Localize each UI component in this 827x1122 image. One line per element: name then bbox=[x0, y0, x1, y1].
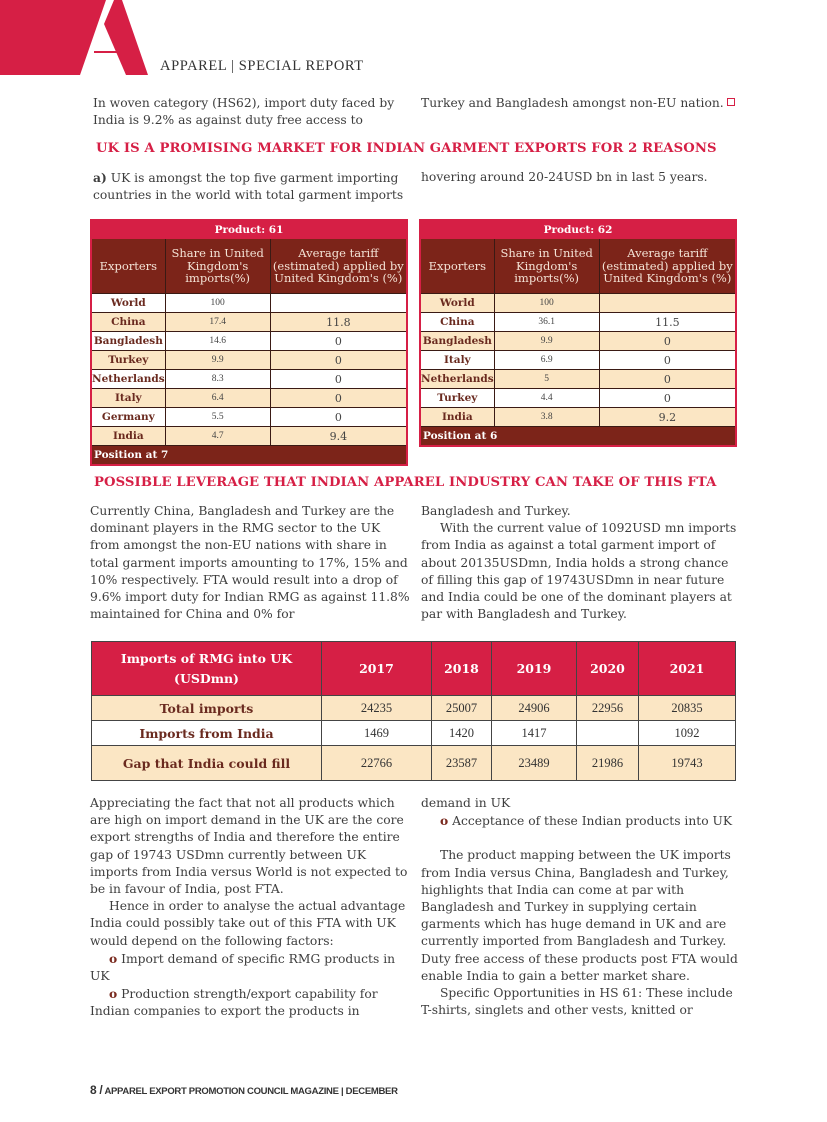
column-header-exporters: Exporters bbox=[91, 239, 165, 294]
tariff-cell: 9.4 bbox=[270, 427, 407, 446]
table-row bbox=[420, 294, 736, 313]
magazine-logo-a-icon bbox=[0, 0, 150, 76]
tariff-cell: 0 bbox=[599, 351, 736, 370]
exporter-cell: Italy bbox=[420, 351, 494, 370]
product-61-table bbox=[90, 219, 408, 466]
section2-right-text bbox=[421, 503, 739, 623]
section3-left-text bbox=[90, 795, 410, 1021]
year-header: 2019 bbox=[492, 642, 577, 696]
page-footer bbox=[90, 1083, 398, 1097]
share-cell: 9.9 bbox=[165, 351, 270, 370]
exporter-cell: Italy bbox=[91, 389, 165, 408]
section1-left-paragraph: UK is amongst the top five garment importing countries in the world with total garment imports bbox=[93, 171, 404, 203]
column-header-exporters: Exporters bbox=[420, 239, 494, 294]
value-cell: 23489 bbox=[492, 746, 577, 781]
row-label: Gap that India could fill bbox=[92, 746, 322, 781]
tariff-cell: 0 bbox=[599, 332, 736, 351]
section3-right-text bbox=[421, 795, 739, 1019]
value-cell: 22766 bbox=[322, 746, 432, 781]
table-row bbox=[91, 408, 407, 427]
section2-right-paragraph-1: Bangladesh and Turkey. bbox=[421, 504, 571, 518]
table-row bbox=[91, 389, 407, 408]
share-cell: 9.9 bbox=[494, 332, 599, 351]
section-heading-possible-leverage: POSSIBLE LEVERAGE THAT INDIAN APPAREL INDUSTRY CAN TAKE OF THIS FTA bbox=[94, 475, 717, 490]
bullet-item-acceptance bbox=[421, 812, 739, 830]
table-row bbox=[92, 746, 736, 781]
section1-right-text bbox=[421, 169, 739, 186]
table-row bbox=[91, 427, 407, 446]
value-cell: 24235 bbox=[322, 696, 432, 721]
exporter-cell: Bangladesh bbox=[91, 332, 165, 351]
intro-left-text bbox=[93, 95, 408, 129]
share-cell: 3.8 bbox=[494, 408, 599, 427]
share-cell: 6.4 bbox=[165, 389, 270, 408]
table-row bbox=[91, 351, 407, 370]
year-header: 2018 bbox=[432, 642, 492, 696]
share-cell: 36.1 bbox=[494, 313, 599, 332]
exporter-cell: Turkey bbox=[420, 389, 494, 408]
tariff-cell: 0 bbox=[270, 389, 407, 408]
exporter-cell: Germany bbox=[91, 408, 165, 427]
value-cell: 1469 bbox=[322, 721, 432, 746]
row-label: Total imports bbox=[92, 696, 322, 721]
section2-left-text bbox=[90, 503, 410, 623]
exporter-cell: Turkey bbox=[91, 351, 165, 370]
table-row bbox=[420, 370, 736, 389]
bullet-icon: o bbox=[440, 813, 449, 829]
table-row bbox=[420, 313, 736, 332]
exporter-cell: Bangladesh bbox=[420, 332, 494, 351]
share-cell: 17.4 bbox=[165, 313, 270, 332]
bullet-item-import-demand bbox=[90, 950, 410, 985]
value-cell bbox=[577, 721, 639, 746]
column-header-share: Share in United Kingdom's imports(%) bbox=[494, 239, 599, 294]
table-row bbox=[92, 696, 736, 721]
year-header: 2021 bbox=[639, 642, 736, 696]
table-title: Product: 61 bbox=[91, 220, 407, 239]
bullet-item-production-strength bbox=[90, 985, 410, 1020]
table-row bbox=[91, 313, 407, 332]
bullet-icon: o bbox=[109, 950, 118, 966]
section-header-title: APPAREL | SPECIAL REPORT bbox=[160, 58, 364, 74]
tariff-cell bbox=[599, 294, 736, 313]
value-cell: 21986 bbox=[577, 746, 639, 781]
column-header-tariff: Average tariff (estimated) applied by United Kingdom's (%) bbox=[599, 239, 736, 294]
bullet-text: Import demand of specific RMG products in UK bbox=[90, 951, 396, 984]
table-row bbox=[420, 332, 736, 351]
section2-right-paragraph-2: With the current value of 1092USD mn imports from India as against a total garment import of about 20135USDmn, India holds a strong chance of filling this gap of 19743USDmn in near future and India could be one of the dominant players at par with Bangladesh and Turkey. bbox=[421, 521, 737, 622]
bullet-text: Production strength/export capability for Indian companies to export the products in bbox=[90, 987, 378, 1019]
section2-left-paragraph: Currently China, Bangladesh and Turkey are the dominant players in the RMG sector to the UK from amongst the non-EU nations with share in total garment imports amounting to 17%, 15% and 10% respectively. FTA would result into a drop of 9.6% import duty for Indian RMG as against 11.8% maintained for China and 0% for bbox=[90, 504, 410, 622]
column-header-tariff: Average tariff (estimated) applied by United Kingdom's (%) bbox=[270, 239, 407, 294]
value-cell: 25007 bbox=[432, 696, 492, 721]
table-row bbox=[91, 294, 407, 313]
table-row bbox=[91, 332, 407, 351]
value-cell: 1092 bbox=[639, 721, 736, 746]
tariff-cell: 11.5 bbox=[599, 313, 736, 332]
position-footer: Position at 6 bbox=[420, 427, 736, 447]
section1-left-text bbox=[93, 169, 411, 204]
value-cell: 23587 bbox=[432, 746, 492, 781]
table-row bbox=[91, 370, 407, 389]
exporter-cell: Netherlands bbox=[420, 370, 494, 389]
tariff-cell: 9.2 bbox=[599, 408, 736, 427]
bullet-icon: o bbox=[109, 986, 118, 1002]
table-row bbox=[420, 389, 736, 408]
tariff-cell: 0 bbox=[599, 370, 736, 389]
point-label: a) bbox=[93, 170, 107, 185]
section3-left-paragraph-2: Hence in order to analyse the actual advantage India could possibly take out of this FTA with UK would depend on the following factors: bbox=[90, 899, 406, 948]
table-row bbox=[420, 351, 736, 370]
exporter-cell: China bbox=[91, 313, 165, 332]
position-footer: Position at 7 bbox=[91, 446, 407, 466]
tariff-cell: 0 bbox=[599, 389, 736, 408]
value-cell: 22956 bbox=[577, 696, 639, 721]
column-header-share: Share in United Kingdom's imports(%) bbox=[165, 239, 270, 294]
value-cell: 24906 bbox=[492, 696, 577, 721]
section3-right-paragraph-1: The product mapping between the UK imports from India versus China, Bangladesh and Turkey, highlights that India can come at par with Bangladesh and Turkey in supplying certain garments which has huge demand in UK and are currently imported from Bangladesh and Turkey. Duty free access of these products post FTA would enable India to gain a better market share. bbox=[421, 848, 738, 983]
row-label: Imports from India bbox=[92, 721, 322, 746]
share-cell: 4.4 bbox=[494, 389, 599, 408]
share-cell: 100 bbox=[165, 294, 270, 313]
share-cell: 14.6 bbox=[165, 332, 270, 351]
table-row bbox=[420, 408, 736, 427]
tariff-cell: 11.8 bbox=[270, 313, 407, 332]
exporter-cell: Netherlands bbox=[91, 370, 165, 389]
tariff-cell: 0 bbox=[270, 408, 407, 427]
bullet-text: Acceptance of these Indian products into UK bbox=[452, 814, 733, 829]
section3-left-paragraph-1: Appreciating the fact that not all products which are high on import demand in the UK are the core export strengths of India and therefore the entire gap of 19743 USDmn currently between UK imports from India versus World is not expected to be in favour of India, post FTA. bbox=[90, 796, 408, 897]
section3-right-paragraph-2: Specific Opportunities in HS 61: These include T-shirts, singlets and other vests, knitted or bbox=[421, 986, 733, 1018]
share-cell: 100 bbox=[494, 294, 599, 313]
exporter-cell: World bbox=[420, 294, 494, 313]
exporter-cell: World bbox=[91, 294, 165, 313]
value-cell: 19743 bbox=[639, 746, 736, 781]
share-cell: 5 bbox=[494, 370, 599, 389]
table-row bbox=[92, 721, 736, 746]
value-cell: 1417 bbox=[492, 721, 577, 746]
intro-left-paragraph: In woven category (HS62), import duty faced by India is 9.2% as against duty free access to bbox=[93, 96, 395, 128]
end-of-article-icon bbox=[727, 98, 735, 106]
exporter-cell: China bbox=[420, 313, 494, 332]
tariff-cell: 0 bbox=[270, 370, 407, 389]
intro-right-text bbox=[421, 95, 739, 112]
exporter-cell: India bbox=[91, 427, 165, 446]
year-header: 2020 bbox=[577, 642, 639, 696]
tariff-cell: 0 bbox=[270, 332, 407, 351]
exporter-cell: India bbox=[420, 408, 494, 427]
value-cell: 20835 bbox=[639, 696, 736, 721]
rmg-header-label: Imports of RMG into UK (USDmn) bbox=[92, 642, 322, 696]
share-cell: 8.3 bbox=[165, 370, 270, 389]
share-cell: 4.7 bbox=[165, 427, 270, 446]
section3-right-continuation: demand in UK bbox=[421, 796, 511, 810]
rmg-imports-table bbox=[91, 641, 736, 781]
intro-right-paragraph: Turkey and Bangladesh amongst non-EU nation. bbox=[421, 96, 724, 110]
section-heading-promising-market: UK IS A PROMISING MARKET FOR INDIAN GARMENT EXPORTS FOR 2 REASONS bbox=[96, 141, 717, 156]
year-header: 2017 bbox=[322, 642, 432, 696]
section1-right-paragraph: hovering around 20-24USD bn in last 5 years. bbox=[421, 170, 708, 184]
product-62-table bbox=[419, 219, 737, 447]
value-cell: 1420 bbox=[432, 721, 492, 746]
share-cell: 6.9 bbox=[494, 351, 599, 370]
page-number: 8 / bbox=[90, 1083, 103, 1097]
tariff-cell bbox=[270, 294, 407, 313]
tariff-cell: 0 bbox=[270, 351, 407, 370]
share-cell: 5.5 bbox=[165, 408, 270, 427]
footer-publication-title: APPAREL EXPORT PROMOTION COUNCIL MAGAZINE | DECEMBER bbox=[104, 1086, 398, 1097]
table-title: Product: 62 bbox=[420, 220, 736, 239]
